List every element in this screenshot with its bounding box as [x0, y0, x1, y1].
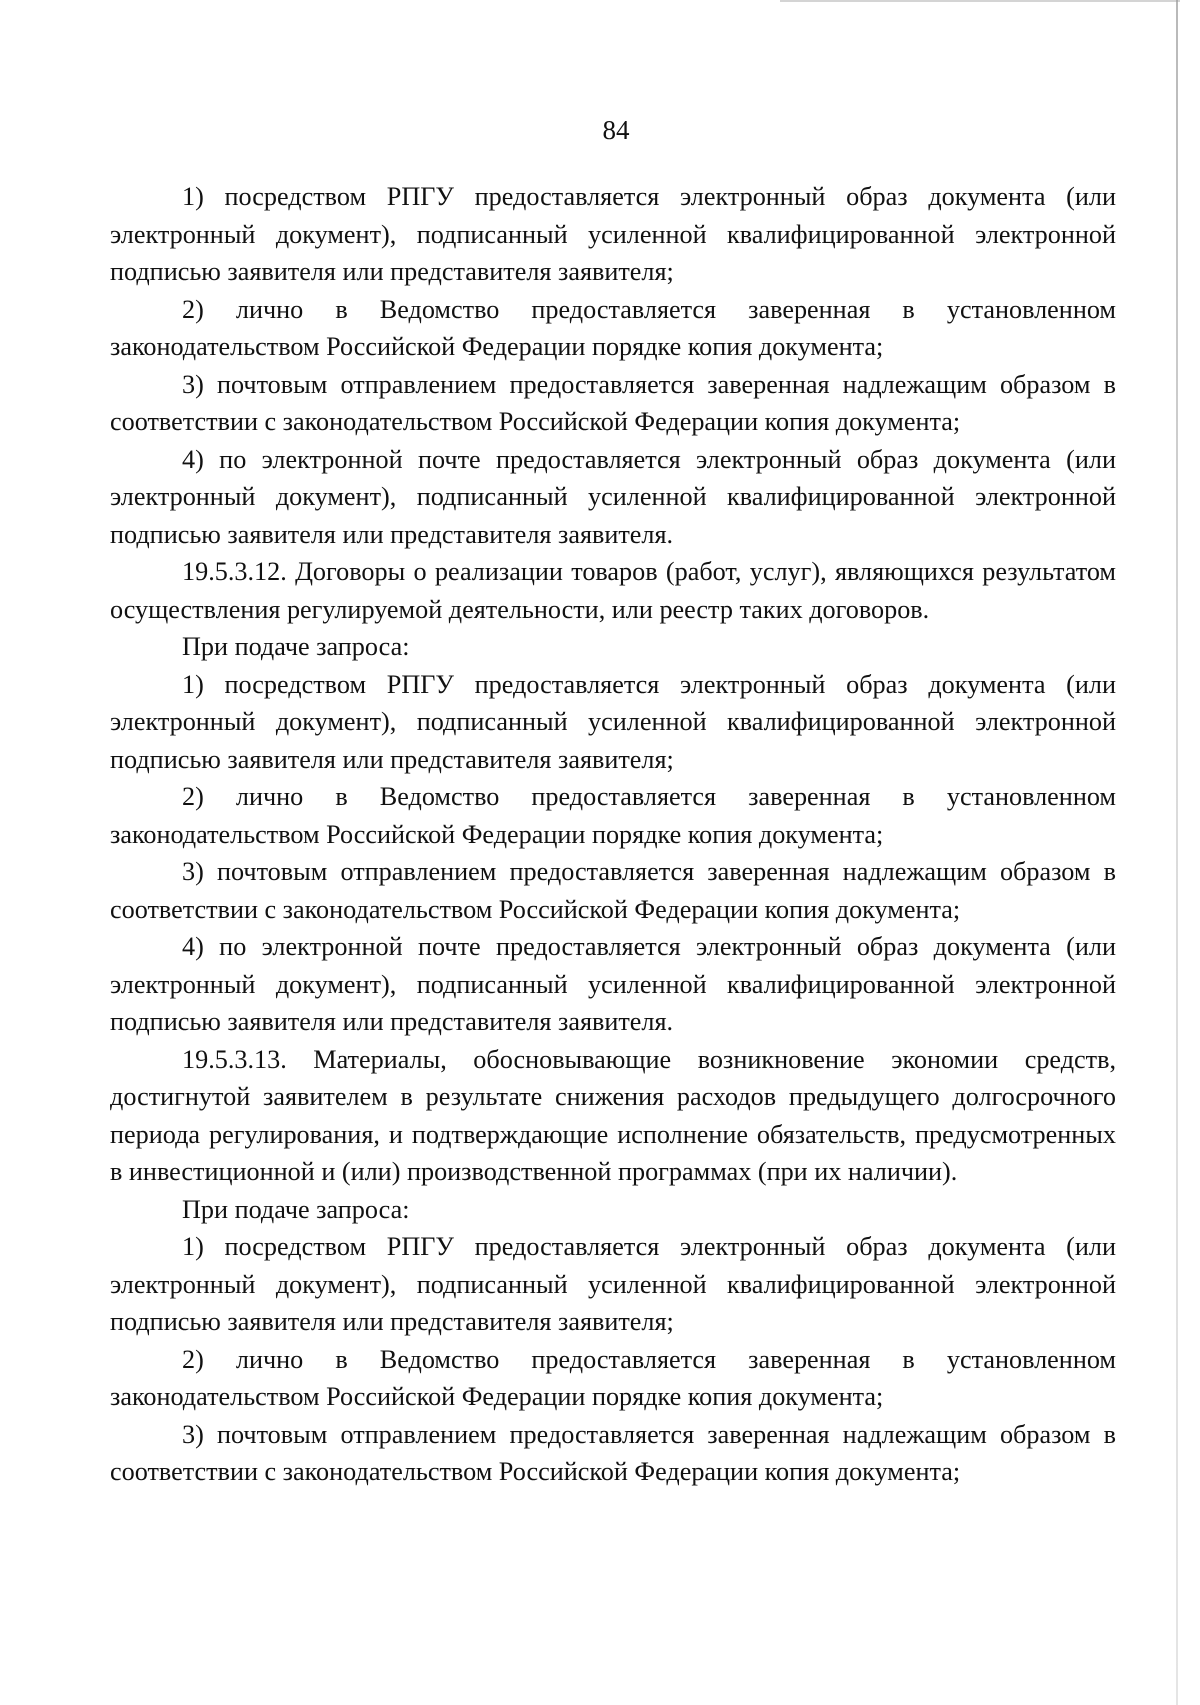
- paragraph: 1) посредством РПГУ предоставляется электронный образ документа (или электронный документ), подписанный усиленной квалифицированной электронной подписью заявителя или представителя заявителя;: [110, 182, 1116, 286]
- page-number: 84: [602, 115, 630, 145]
- section-heading-paragraph: 19.5.3.13. Материалы, обосновывающие возникновение экономии средств, достигнутой заявителем в результате снижения расходов предыдущего долгосрочного периода регулирования, и подтверждающие исполнение обязательств, предусмотренных в инвестиционной и (или) производственной программах (при их наличии).: [110, 1044, 1116, 1186]
- paragraph: При подаче запроса:: [182, 1194, 410, 1224]
- paragraph: 1) посредством РПГУ предоставляется электронный образ документа (или электронный документ), подписанный усиленной квалифицированной электронной подписью заявителя или представителя заявителя;: [110, 669, 1116, 774]
- paragraph: 2) лично в Ведомство предоставляется заверенная в установленном законодательством Российской Федерации порядке копия документа;: [110, 782, 1116, 849]
- paragraph: 3) почтовым отправлением предоставляется заверенная надлежащим образом в соответствии с законодательством Российской Федерации копия документа;: [110, 369, 1116, 436]
- paragraph: При подаче запроса:: [182, 632, 410, 661]
- scan-edge-right: [1176, 0, 1178, 1705]
- paragraph: 2) лично в Ведомство предоставляется заверенная в установленном законодательством Российской Федерации порядке копия документа;: [110, 294, 1116, 361]
- paragraph: 3) почтовым отправлением предоставляется заверенная надлежащим образом в соответствии с законодательством Российской Федерации копия документа;: [110, 1419, 1116, 1486]
- document-body: [110, 178, 1116, 1491]
- paragraph: 1) посредством РПГУ предоставляется электронный образ документа (или электронный документ), подписанный усиленной квалифицированной электронной подписью заявителя или представителя заявителя;: [110, 1232, 1116, 1336]
- scan-edge-top: [780, 0, 1180, 2]
- paragraph: 3) почтовым отправлением предоставляется заверенная надлежащим образом в соответствии с законодательством Российской Федерации копия документа;: [110, 857, 1116, 924]
- paragraph: 4) по электронной почте предоставляется электронный образ документа (или электронный документ), подписанный усиленной квалифицированной электронной подписью заявителя или представителя заявителя.: [110, 932, 1116, 1036]
- paragraph: 4) по электронной почте предоставляется электронный образ документа (или электронный документ), подписанный усиленной квалифицированной электронной подписью заявителя или представителя заявителя.: [110, 444, 1116, 549]
- section-heading-paragraph: 19.5.3.12. Договоры о реализации товаров (работ, услуг), являющихся результатом осуществления регулируемой деятельности, или реестр таких договоров.: [110, 557, 1116, 624]
- paragraph: 2) лично в Ведомство предоставляется заверенная в установленном законодательством Российской Федерации порядке копия документа;: [110, 1344, 1116, 1411]
